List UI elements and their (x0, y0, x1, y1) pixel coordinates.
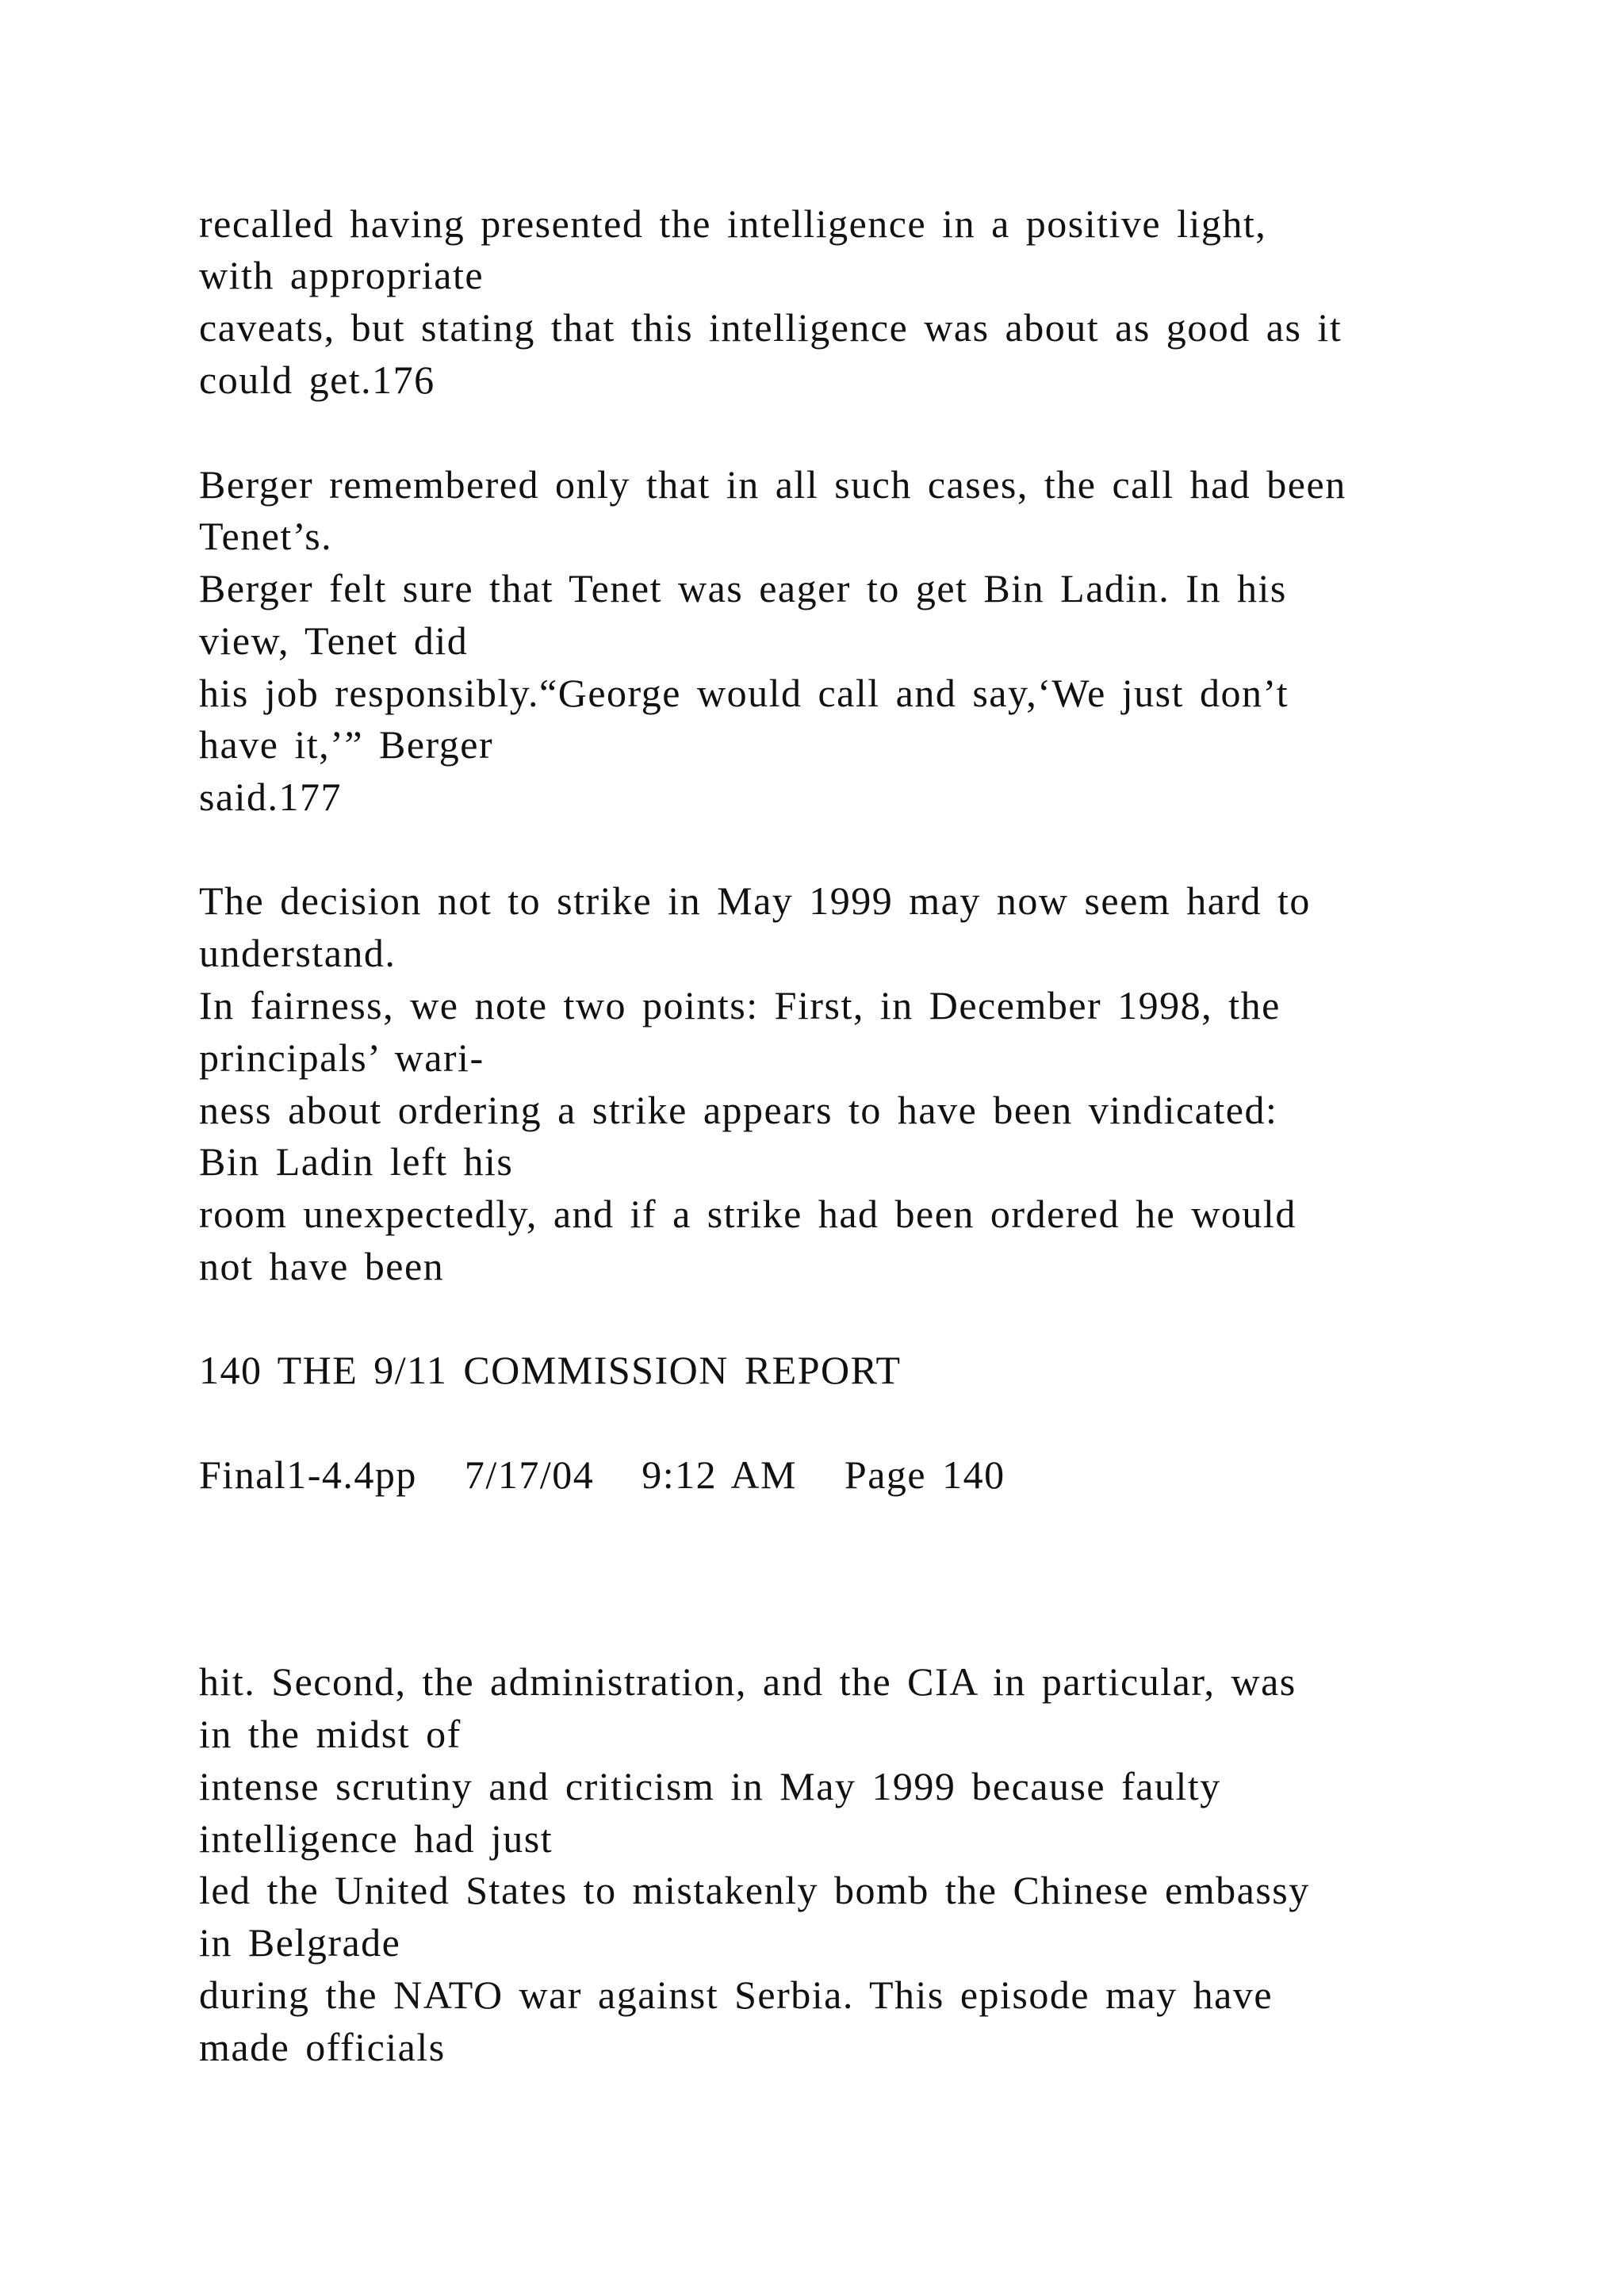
text-line: Bin Ladin left his (199, 1139, 514, 1184)
text-line: hit. Second, the administration, and the CIA in particular, was (199, 1659, 1297, 1704)
text-line: view, Tenet did (199, 618, 469, 663)
text-line: room unexpectedly, and if a strike had been ordered he would (199, 1192, 1297, 1236)
text-line: in Belgrade (199, 1920, 401, 1965)
text-line: The decision not to strike in May 1999 may now seem hard to (199, 878, 1311, 923)
text-line: Berger remembered only that in all such cases, the call had been (199, 462, 1346, 507)
text-line: Tenet’s. (199, 514, 333, 558)
text-line: have it,’” Berger (199, 722, 494, 767)
text-line: made officials (199, 2025, 446, 2069)
text-line: principals’ wari- (199, 1035, 485, 1080)
text-line: not have been (199, 1244, 445, 1288)
running-footer: 140 THE 9/11 COMMISSION REPORT (199, 1348, 902, 1392)
print-slug: Final1-4.4pp 7/17/04 9:12 AM Page 140 (199, 1452, 1005, 1497)
text-line: understand. (199, 931, 396, 975)
text-line: in the midst of (199, 1712, 462, 1756)
text-line: with appropriate (199, 253, 485, 297)
text-line: during the NATO war against Serbia. This episode may have (199, 1973, 1274, 2017)
text-line: recalled having presented the intelligence in a positive light, (199, 201, 1267, 246)
text-line: In fairness, we note two points: First, in December 1998, the (199, 983, 1281, 1027)
text-line: said.177 (199, 775, 343, 819)
text-line: caveats, but stating that this intelligence was about as good as it (199, 305, 1342, 350)
text-line: his job responsibly.“George would call and say,‘We just don’t (199, 671, 1289, 715)
text-line: Berger felt sure that Tenet was eager to get Bin Ladin. In his (199, 566, 1287, 610)
text-line: ness about ordering a strike appears to have been vindicated: (199, 1088, 1278, 1132)
text-line: intense scrutiny and criticism in May 1999 because faulty (199, 1764, 1221, 1808)
text-line: intelligence had just (199, 1816, 553, 1861)
text-line: led the United States to mistakenly bomb the Chinese embassy (199, 1868, 1310, 1912)
text-line: could get.176 (199, 358, 435, 402)
